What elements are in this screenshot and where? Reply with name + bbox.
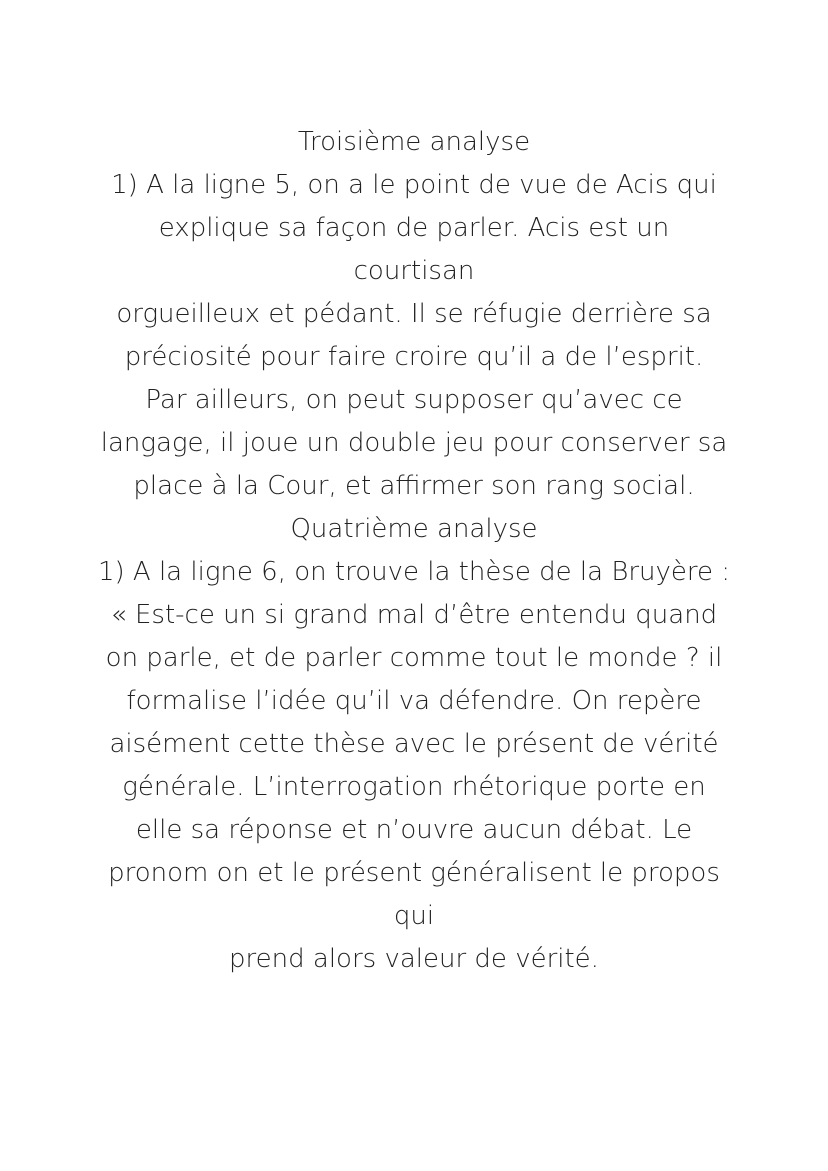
text-line: pronom on et le présent généralisent le propos	[108, 858, 720, 888]
text-line: 1) A la ligne 6, on trouve la thèse de la Bruyère :	[97, 557, 731, 587]
text-line: elle sa réponse et n’ouvre aucun débat. Le	[135, 815, 693, 845]
section-heading-third-analysis: Troisième analyse	[297, 127, 531, 157]
text-line: préciosité pour faire croire qu’il a de l’esprit.	[124, 342, 704, 372]
text-line: orgueilleux et pédant. Il se réfugie derrière sa	[116, 299, 712, 329]
text-line: on parle, et de parler comme tout le monde ? il	[105, 643, 723, 673]
text-line: aisément cette thèse avec le présent de vérité	[109, 729, 719, 759]
text-line: Par ailleurs, on peut supposer qu’avec ce	[145, 385, 683, 415]
text-line: prend alors valeur de vérité.	[229, 944, 599, 974]
text-line: générale. L’interrogation rhétorique porte en	[122, 772, 706, 802]
text-line: langage, il joue un double jeu pour conserver sa	[100, 428, 728, 458]
text-line: formalise l’idée qu’il va défendre. On repère	[126, 686, 702, 716]
text-line: place à la Cour, et affirmer son rang social.	[133, 471, 695, 501]
text-line: qui	[393, 901, 435, 931]
text-line: « Est-ce un si grand mal d’être entendu quand	[110, 600, 718, 630]
section-heading-fourth-analysis: Quatrième analyse	[290, 514, 538, 544]
document-text	[40, 121, 788, 981]
text-line: 1) A la ligne 5, on a le point de vue de Acis qui	[111, 170, 717, 200]
text-line: explique sa façon de parler. Acis est un	[158, 213, 670, 243]
text-line: courtisan	[353, 256, 475, 286]
